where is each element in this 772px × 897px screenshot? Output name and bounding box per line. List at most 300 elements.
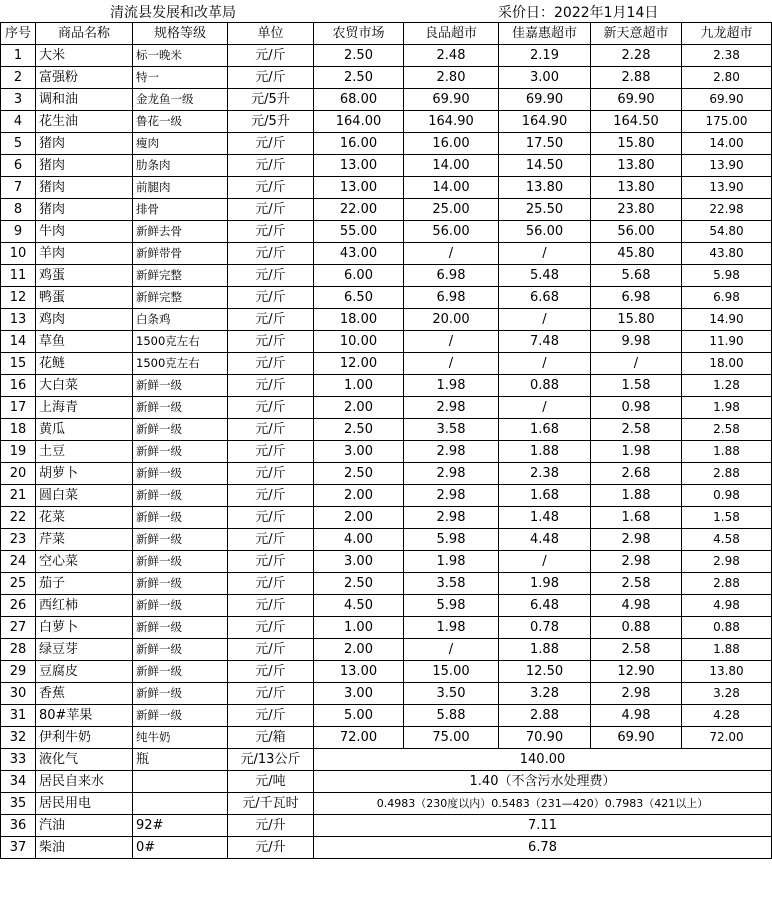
item-unit: 元/升 [228, 837, 314, 859]
table-row [1, 287, 772, 309]
item-name: 牛肉 [36, 221, 133, 243]
item-unit: 元/斤 [228, 683, 314, 705]
price-jiulong: 1.88 [682, 639, 772, 661]
item-name: 花菜 [36, 507, 133, 529]
price-liangpin: 16.00 [404, 133, 499, 155]
item-name: 豆腐皮 [36, 661, 133, 683]
item-name: 绿豆芽 [36, 639, 133, 661]
table-row [1, 727, 772, 749]
price-market: 3.00 [314, 683, 404, 705]
col-header-liangpin: 良品超市 [404, 23, 499, 45]
merged-price: 140.00 [314, 749, 772, 771]
item-name: 鸭蛋 [36, 287, 133, 309]
item-unit: 元/斤 [228, 419, 314, 441]
price-xintianyi: 2.58 [591, 639, 682, 661]
item-spec: 瘦肉 [133, 133, 228, 155]
item-unit: 元/斤 [228, 221, 314, 243]
price-xintianyi: 0.98 [591, 397, 682, 419]
price-jiajiahui: / [499, 551, 591, 573]
price-market: 2.00 [314, 639, 404, 661]
price-xintianyi: 4.98 [591, 595, 682, 617]
merged-price: 0.4983（230度以内）0.5483（231—420）0.7983（421以上） [314, 793, 772, 815]
price-jiulong: 3.28 [682, 683, 772, 705]
item-unit: 元/斤 [228, 67, 314, 89]
col-header-xintianyi: 新天意超市 [591, 23, 682, 45]
price-liangpin: 1.98 [404, 617, 499, 639]
price-jiajiahui: 70.90 [499, 727, 591, 749]
price-market: 3.00 [314, 551, 404, 573]
price-jiulong: 0.88 [682, 617, 772, 639]
price-liangpin: / [404, 353, 499, 375]
price-jiajiahui: 3.00 [499, 67, 591, 89]
price-xintianyi: 15.80 [591, 133, 682, 155]
price-liangpin: 2.98 [404, 397, 499, 419]
price-liangpin: 2.98 [404, 463, 499, 485]
table-row-merged [1, 793, 772, 815]
item-unit: 元/斤 [228, 573, 314, 595]
price-jiajiahui: 14.50 [499, 155, 591, 177]
row-number: 18 [1, 419, 36, 441]
price-market: 2.50 [314, 419, 404, 441]
row-number: 12 [1, 287, 36, 309]
item-name: 猪肉 [36, 177, 133, 199]
price-jiulong: 1.28 [682, 375, 772, 397]
item-spec: 新鲜一级 [133, 375, 228, 397]
item-spec: 新鲜一级 [133, 397, 228, 419]
item-spec: 白条鸡 [133, 309, 228, 331]
price-market: 4.50 [314, 595, 404, 617]
table-row [1, 463, 772, 485]
price-market: 16.00 [314, 133, 404, 155]
price-jiulong: 2.80 [682, 67, 772, 89]
table-row [1, 199, 772, 221]
row-number: 5 [1, 133, 36, 155]
price-xintianyi: 69.90 [591, 89, 682, 111]
price-liangpin: 3.50 [404, 683, 499, 705]
item-spec: 92# [133, 815, 228, 837]
item-name: 猪肉 [36, 199, 133, 221]
price-market: 43.00 [314, 243, 404, 265]
row-number: 32 [1, 727, 36, 749]
item-unit: 元/斤 [228, 375, 314, 397]
table-row [1, 551, 772, 573]
price-jiajiahui: 6.48 [499, 595, 591, 617]
price-jiulong: 2.58 [682, 419, 772, 441]
price-jiulong: 175.00 [682, 111, 772, 133]
col-header-no: 序号 [1, 23, 36, 45]
price-liangpin: 56.00 [404, 221, 499, 243]
price-xintianyi: 4.98 [591, 705, 682, 727]
item-name: 羊肉 [36, 243, 133, 265]
price-xintianyi: 2.28 [591, 45, 682, 67]
price-jiulong: 4.98 [682, 595, 772, 617]
item-spec: 1500克左右 [133, 331, 228, 353]
item-unit: 元/斤 [228, 45, 314, 67]
price-jiajiahui: 1.88 [499, 639, 591, 661]
table-row [1, 661, 772, 683]
item-name: 柴油 [36, 837, 133, 859]
row-number: 22 [1, 507, 36, 529]
row-number: 13 [1, 309, 36, 331]
price-market: 2.50 [314, 67, 404, 89]
price-xintianyi: 15.80 [591, 309, 682, 331]
price-xintianyi: / [591, 353, 682, 375]
price-market: 2.00 [314, 507, 404, 529]
price-xintianyi: 12.90 [591, 661, 682, 683]
item-spec: 新鲜一级 [133, 573, 228, 595]
price-jiulong: 69.90 [682, 89, 772, 111]
item-unit: 元/斤 [228, 199, 314, 221]
price-jiajiahui: / [499, 397, 591, 419]
item-unit: 元/斤 [228, 529, 314, 551]
table-row [1, 111, 772, 133]
row-number: 4 [1, 111, 36, 133]
table-row [1, 309, 772, 331]
table-row [1, 529, 772, 551]
item-unit: 元/箱 [228, 727, 314, 749]
price-liangpin: 2.98 [404, 507, 499, 529]
price-xintianyi: 164.50 [591, 111, 682, 133]
item-spec: 新鲜一级 [133, 705, 228, 727]
merged-price: 1.40（不含污水处理费） [314, 771, 772, 793]
price-market: 13.00 [314, 661, 404, 683]
item-name: 空心菜 [36, 551, 133, 573]
price-jiulong: 13.90 [682, 155, 772, 177]
price-jiulong: 2.98 [682, 551, 772, 573]
table-row [1, 221, 772, 243]
item-spec: 新鲜完整 [133, 265, 228, 287]
price-market: 4.00 [314, 529, 404, 551]
item-spec: 新鲜一级 [133, 463, 228, 485]
row-number: 23 [1, 529, 36, 551]
price-market: 68.00 [314, 89, 404, 111]
price-jiajiahui: 12.50 [499, 661, 591, 683]
item-name: 黄瓜 [36, 419, 133, 441]
price-market: 2.50 [314, 463, 404, 485]
price-xintianyi: 13.80 [591, 155, 682, 177]
table-row [1, 419, 772, 441]
item-name: 白萝卜 [36, 617, 133, 639]
price-xintianyi: 2.98 [591, 529, 682, 551]
item-unit: 元/斤 [228, 353, 314, 375]
item-name: 芹菜 [36, 529, 133, 551]
item-name: 调和油 [36, 89, 133, 111]
table-row [1, 595, 772, 617]
price-liangpin: 5.88 [404, 705, 499, 727]
price-liangpin: / [404, 331, 499, 353]
price-market: 6.00 [314, 265, 404, 287]
row-number: 28 [1, 639, 36, 661]
price-market: 6.50 [314, 287, 404, 309]
table-row [1, 265, 772, 287]
row-number: 14 [1, 331, 36, 353]
price-market: 3.00 [314, 441, 404, 463]
price-jiajiahui: 6.68 [499, 287, 591, 309]
table-row [1, 639, 772, 661]
row-number: 36 [1, 815, 36, 837]
item-spec: 新鲜一级 [133, 419, 228, 441]
sheet-header [0, 0, 772, 22]
merged-price: 7.11 [314, 815, 772, 837]
col-header-name: 商品名称 [36, 23, 133, 45]
price-market: 2.50 [314, 573, 404, 595]
row-number: 19 [1, 441, 36, 463]
item-unit: 元/升 [228, 815, 314, 837]
price-liangpin: 75.00 [404, 727, 499, 749]
price-jiajiahui: 2.88 [499, 705, 591, 727]
item-name: 花鲢 [36, 353, 133, 375]
price-xintianyi: 69.90 [591, 727, 682, 749]
price-jiulong: 5.98 [682, 265, 772, 287]
row-number: 34 [1, 771, 36, 793]
table-row-merged [1, 815, 772, 837]
price-jiajiahui: 69.90 [499, 89, 591, 111]
price-xintianyi: 2.68 [591, 463, 682, 485]
price-market: 2.00 [314, 397, 404, 419]
price-liangpin: / [404, 243, 499, 265]
price-liangpin: 3.58 [404, 573, 499, 595]
price-liangpin: / [404, 639, 499, 661]
item-spec [133, 771, 228, 793]
row-number: 33 [1, 749, 36, 771]
price-xintianyi: 6.98 [591, 287, 682, 309]
item-spec: 新鲜一级 [133, 551, 228, 573]
item-unit: 元/斤 [228, 133, 314, 155]
price-jiulong: 1.58 [682, 507, 772, 529]
table-row [1, 705, 772, 727]
price-liangpin: 2.80 [404, 67, 499, 89]
item-unit: 元/斤 [228, 397, 314, 419]
price-liangpin: 164.90 [404, 111, 499, 133]
price-jiulong: 13.90 [682, 177, 772, 199]
price-jiulong: 1.98 [682, 397, 772, 419]
item-unit: 元/斤 [228, 155, 314, 177]
price-market: 18.00 [314, 309, 404, 331]
row-number: 35 [1, 793, 36, 815]
price-jiulong: 22.98 [682, 199, 772, 221]
table-row-merged [1, 749, 772, 771]
item-unit: 元/斤 [228, 705, 314, 727]
price-jiajiahui: 1.48 [499, 507, 591, 529]
item-unit: 元/斤 [228, 265, 314, 287]
item-name: 西红柿 [36, 595, 133, 617]
item-unit: 元/斤 [228, 551, 314, 573]
row-number: 17 [1, 397, 36, 419]
item-spec: 新鲜一级 [133, 485, 228, 507]
price-liangpin: 5.98 [404, 529, 499, 551]
row-number: 37 [1, 837, 36, 859]
price-jiulong: 2.88 [682, 573, 772, 595]
item-name: 猪肉 [36, 155, 133, 177]
row-number: 1 [1, 45, 36, 67]
price-xintianyi: 2.58 [591, 573, 682, 595]
price-liangpin: 5.98 [404, 595, 499, 617]
price-market: 1.00 [314, 375, 404, 397]
item-name: 大米 [36, 45, 133, 67]
price-jiajiahui: / [499, 353, 591, 375]
item-unit: 元/斤 [228, 485, 314, 507]
item-spec: 标一晚米 [133, 45, 228, 67]
price-jiajiahui: 17.50 [499, 133, 591, 155]
table-row [1, 155, 772, 177]
item-spec: 肋条肉 [133, 155, 228, 177]
price-liangpin: 25.00 [404, 199, 499, 221]
price-jiajiahui: 1.68 [499, 485, 591, 507]
table-row [1, 89, 772, 111]
row-number: 11 [1, 265, 36, 287]
table-row [1, 617, 772, 639]
item-spec: 纯牛奶 [133, 727, 228, 749]
price-xintianyi: 2.98 [591, 551, 682, 573]
item-name: 80#苹果 [36, 705, 133, 727]
price-jiulong: 4.28 [682, 705, 772, 727]
price-jiajiahui: 7.48 [499, 331, 591, 353]
item-unit: 元/斤 [228, 331, 314, 353]
item-spec: 1500克左右 [133, 353, 228, 375]
item-unit: 元/吨 [228, 771, 314, 793]
row-number: 7 [1, 177, 36, 199]
price-xintianyi: 45.80 [591, 243, 682, 265]
item-name: 居民用电 [36, 793, 133, 815]
table-row [1, 683, 772, 705]
price-liangpin: 6.98 [404, 287, 499, 309]
price-jiajiahui: 1.68 [499, 419, 591, 441]
item-spec: 新鲜带骨 [133, 243, 228, 265]
price-market: 55.00 [314, 221, 404, 243]
row-number: 6 [1, 155, 36, 177]
price-jiajiahui: 2.19 [499, 45, 591, 67]
table-row [1, 353, 772, 375]
price-jiajiahui: / [499, 243, 591, 265]
table-row [1, 45, 772, 67]
survey-date: 采价日：2022年1月14日 [498, 5, 659, 21]
price-liangpin: 14.00 [404, 177, 499, 199]
table-row [1, 133, 772, 155]
price-market: 13.00 [314, 155, 404, 177]
price-liangpin: 2.98 [404, 485, 499, 507]
price-jiajiahui: 164.90 [499, 111, 591, 133]
row-number: 20 [1, 463, 36, 485]
price-xintianyi: 23.80 [591, 199, 682, 221]
price-jiulong: 11.90 [682, 331, 772, 353]
item-name: 居民自来水 [36, 771, 133, 793]
header-row [1, 23, 772, 45]
price-market: 12.00 [314, 353, 404, 375]
price-jiajiahui: 1.98 [499, 573, 591, 595]
col-header-market: 农贸市场 [314, 23, 404, 45]
row-number: 21 [1, 485, 36, 507]
row-number: 16 [1, 375, 36, 397]
table-row-merged [1, 771, 772, 793]
price-liangpin: 2.48 [404, 45, 499, 67]
table-row [1, 485, 772, 507]
item-spec: 新鲜一级 [133, 441, 228, 463]
item-spec: 新鲜去骨 [133, 221, 228, 243]
price-liangpin: 1.98 [404, 375, 499, 397]
item-unit: 元/斤 [228, 507, 314, 529]
item-unit: 元/斤 [228, 639, 314, 661]
price-market: 2.00 [314, 485, 404, 507]
price-liangpin: 20.00 [404, 309, 499, 331]
price-jiajiahui: 56.00 [499, 221, 591, 243]
item-unit: 元/5升 [228, 89, 314, 111]
price-liangpin: 6.98 [404, 265, 499, 287]
row-number: 29 [1, 661, 36, 683]
item-name: 大白菜 [36, 375, 133, 397]
item-spec: 金龙鱼一级 [133, 89, 228, 111]
price-xintianyi: 1.88 [591, 485, 682, 507]
price-jiulong: 43.80 [682, 243, 772, 265]
row-number: 10 [1, 243, 36, 265]
table-row-merged [1, 837, 772, 859]
price-xintianyi: 13.80 [591, 177, 682, 199]
price-jiulong: 0.98 [682, 485, 772, 507]
col-header-jiajiahui: 佳嘉惠超市 [499, 23, 591, 45]
price-xintianyi: 2.98 [591, 683, 682, 705]
price-market: 1.00 [314, 617, 404, 639]
price-jiulong: 2.38 [682, 45, 772, 67]
item-name: 液化气 [36, 749, 133, 771]
price-xintianyi: 2.58 [591, 419, 682, 441]
price-liangpin: 1.98 [404, 551, 499, 573]
row-number: 2 [1, 67, 36, 89]
table-row [1, 507, 772, 529]
item-spec: 新鲜一级 [133, 507, 228, 529]
row-number: 15 [1, 353, 36, 375]
price-jiajiahui: 13.80 [499, 177, 591, 199]
item-unit: 元/斤 [228, 595, 314, 617]
item-name: 汽油 [36, 815, 133, 837]
price-jiajiahui: 3.28 [499, 683, 591, 705]
price-xintianyi: 56.00 [591, 221, 682, 243]
item-name: 富强粉 [36, 67, 133, 89]
item-unit: 元/斤 [228, 177, 314, 199]
row-number: 25 [1, 573, 36, 595]
item-name: 上海青 [36, 397, 133, 419]
price-jiajiahui: 0.78 [499, 617, 591, 639]
price-jiulong: 54.80 [682, 221, 772, 243]
item-spec: 新鲜完整 [133, 287, 228, 309]
item-spec: 新鲜一级 [133, 661, 228, 683]
price-xintianyi: 2.88 [591, 67, 682, 89]
item-unit: 元/5升 [228, 111, 314, 133]
item-name: 胡萝卜 [36, 463, 133, 485]
item-name: 鸡肉 [36, 309, 133, 331]
item-name: 香蕉 [36, 683, 133, 705]
table-row [1, 573, 772, 595]
item-spec: 鲁花一级 [133, 111, 228, 133]
item-unit: 元/13公斤 [228, 749, 314, 771]
price-xintianyi: 5.68 [591, 265, 682, 287]
item-name: 茄子 [36, 573, 133, 595]
item-spec: 瓶 [133, 749, 228, 771]
row-number: 26 [1, 595, 36, 617]
price-market: 10.00 [314, 331, 404, 353]
price-table [0, 22, 772, 859]
item-name: 草鱼 [36, 331, 133, 353]
price-jiajiahui: / [499, 309, 591, 331]
price-jiulong: 72.00 [682, 727, 772, 749]
price-jiulong: 14.00 [682, 133, 772, 155]
col-header-jiulong: 九龙超市 [682, 23, 772, 45]
price-market: 164.00 [314, 111, 404, 133]
row-number: 9 [1, 221, 36, 243]
price-xintianyi: 1.68 [591, 507, 682, 529]
price-market: 13.00 [314, 177, 404, 199]
table-row [1, 331, 772, 353]
item-unit: 元/斤 [228, 441, 314, 463]
item-unit: 元/斤 [228, 463, 314, 485]
